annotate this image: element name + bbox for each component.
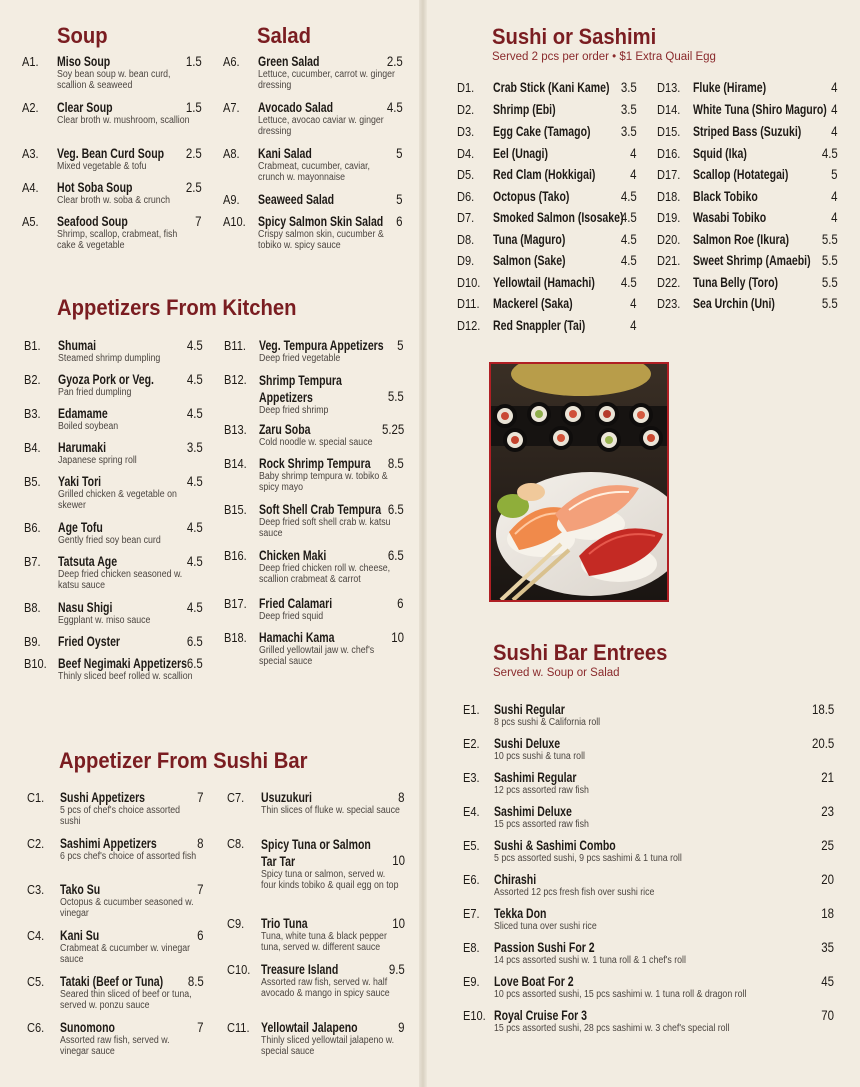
item-description: Assorted 12 pcs fresh fish over sushi rice [494,887,655,898]
item-price: 5.5 [822,275,838,290]
item-name: Shrimp Tempura Appetizers [259,373,342,405]
item-name: Sea Urchin (Uni) [693,296,775,311]
item-price: 23 [821,804,834,819]
item-code: E6. [463,872,480,887]
sushi-sashimi-title: Sushi or Sashimi [492,24,657,49]
item-name: Yellowtail Jalapeno [261,1020,358,1035]
item-description: Assorted raw fish, served w. half avocado & mango in spicy sauce [261,977,390,999]
item-code: E10. [463,1008,486,1023]
item-price: 6 [396,214,403,229]
item-code: A7. [223,100,240,115]
item-price: 4.5 [187,406,203,421]
item-price: 4.5 [621,210,637,225]
item-description: Shrimp, scallop, crabmeat, fish cake & vegetable [57,229,178,251]
item-description: Thinly sliced yellowtail jalapeno w. special sauce [261,1035,395,1057]
item-description: Cold noodle w. special sauce [259,437,373,448]
item-price: 4.5 [621,275,637,290]
item-price: 5 [831,167,838,182]
item-description: Thinly sliced beef rolled w. scallion [58,671,193,682]
item-price: 2.5 [186,180,202,195]
item-description: Grilled chicken & vegetable on skewer [58,489,177,511]
item-code: D5. [457,167,475,182]
item-price: 4.5 [187,372,203,387]
item-name: Miso Soup [57,54,111,69]
item-name: Seaweed Salad [258,192,335,207]
item-name: Tuna Belly (Toro) [693,275,779,290]
item-description: Deep fried squid [259,611,324,622]
item-description: Deep fried soft shell crab w. katsu sauce [259,517,391,539]
item-name: Love Boat For 2 [494,974,574,989]
item-name: Yellowtail (Hamachi) [493,275,595,290]
item-price: 35 [821,940,834,955]
item-description: Baby shrimp tempura w. tobiko & spicy mayo [259,471,388,493]
item-code: E2. [463,736,480,751]
item-price: 70 [821,1008,834,1023]
item-code: C7. [227,790,245,805]
item-code: C4. [27,928,45,943]
item-name: Zaru Soba [259,422,311,437]
item-description: Deep fried chicken seasoned w. katsu sauce [58,569,183,591]
item-name: Shumai [58,338,97,353]
item-price: 4 [630,167,637,182]
item-description: 10 pcs assorted sushi, 15 pcs sashimi w. 1 tuna roll & dragon roll [494,989,747,1000]
item-price: 7 [197,882,204,897]
item-name: White Tuna (Shiro Maguro) [693,102,827,117]
item-code: C2. [27,836,45,851]
item-code: B4. [24,440,41,455]
item-code: A5. [22,214,39,229]
item-description: 10 pcs sushi & tuna roll [494,751,585,762]
item-price: 6.5 [388,502,404,517]
item-description: Tuna, white tuna & black pepper tuna, served w. different sauce [261,931,387,953]
kitchen-title: Appetizers From Kitchen [57,295,297,320]
salad-title: Salad [257,23,312,48]
item-price: 5 [397,338,404,353]
item-price: 6.5 [187,656,203,671]
item-code: D19. [657,210,681,225]
item-code: B13. [224,422,247,437]
item-description: Crispy salmon skin, cucumber & tobiko w. spicy sauce [258,229,384,251]
item-name: Wasabi Tobiko [693,210,767,225]
item-name: Veg. Tempura Appetizers [259,338,384,353]
item-price: 7 [197,1020,204,1035]
item-price: 10 [392,916,405,931]
item-code: D9. [457,253,475,268]
item-price: 25 [821,838,834,853]
item-code: B15. [224,502,247,517]
item-price: 4 [630,146,637,161]
item-code: E3. [463,770,480,785]
item-code: D14. [657,102,681,117]
item-price: 8 [197,836,204,851]
item-description: Octopus & cucumber seasoned w. vinegar [60,897,194,919]
item-name: Treasure Island [261,962,339,977]
item-name: Sashimi Deluxe [494,804,572,819]
item-code: A9. [223,192,240,207]
item-name: Soft Shell Crab Tempura [259,502,382,517]
item-name: Avocado Salad [258,100,334,115]
item-price: 4 [831,80,838,95]
item-description: Sliced tuna over sushi rice [494,921,597,932]
item-code: A8. [223,146,240,161]
item-name: Gyoza Pork or Veg. [58,372,154,387]
item-description: Crabmeat, cucumber, caviar, crunch w. mayonnaise [258,161,371,183]
item-code: B18. [224,630,247,645]
item-price: 4.5 [187,338,203,353]
item-name: Age Tofu [58,520,103,535]
item-price: 3.5 [621,102,637,117]
item-name: Sushi Deluxe [494,736,561,751]
item-code: D10. [457,275,481,290]
item-name: Octopus (Tako) [493,189,570,204]
item-code: D18. [657,189,681,204]
item-price: 4.5 [621,189,637,204]
item-name: Fluke (Hirame) [693,80,767,95]
item-price: 45 [821,974,834,989]
item-price: 7 [197,790,204,805]
item-description: Clear broth w. soba & crunch [57,195,170,206]
page-fold [419,0,427,1087]
item-name: Sunomono [60,1020,115,1035]
item-name: Royal Cruise For 3 [494,1008,588,1023]
item-code: D3. [457,124,475,139]
item-code: C10. [227,962,251,977]
item-code: D2. [457,102,475,117]
item-code: B8. [24,600,41,615]
item-code: B2. [24,372,41,387]
item-price: 4 [630,296,637,311]
item-code: B1. [24,338,41,353]
item-name: Crab Stick (Kani Kame) [493,80,610,95]
item-description: 8 pcs sushi & California roll [494,717,601,728]
item-name: Edamame [58,406,108,421]
item-code: D16. [657,146,681,161]
item-name: Sashimi Regular [494,770,577,785]
item-description: Pan fried dumpling [58,387,132,398]
item-code: C6. [27,1020,45,1035]
item-price: 8.5 [388,456,404,471]
item-name: Mackerel (Saka) [493,296,573,311]
item-code: C3. [27,882,45,897]
item-name: Spicy Tuna or Salmon Tar Tar [261,837,371,869]
item-price: 4.5 [187,474,203,489]
item-code: C8. [227,836,245,851]
item-description: 14 pcs assorted sushi w. 1 tuna roll & 1 chef's roll [494,955,686,966]
sushi-photo [489,362,669,602]
item-description: 15 pcs assorted raw fish [494,819,589,830]
item-code: E4. [463,804,480,819]
item-description: Steamed shrimp dumpling [58,353,161,364]
soup-title: Soup [57,23,108,48]
item-name: Tekka Don [494,906,547,921]
item-code: A10. [223,214,246,229]
item-name: Rock Shrimp Tempura [259,456,371,471]
item-code: A4. [22,180,39,195]
sushi-sashimi-subtitle: Served 2 pcs per order • $1 Extra Quail Egg [492,51,716,63]
item-price: 18.5 [811,702,834,717]
item-code: B17. [224,596,247,611]
item-code: D17. [657,167,681,182]
item-name: Yaki Tori [58,474,102,489]
item-price: 3.5 [187,440,203,455]
entrees-title: Sushi Bar Entrees [493,640,668,665]
item-code: D7. [457,210,475,225]
item-code: B16. [224,548,247,563]
item-price: 6.5 [187,634,203,649]
item-code: A3. [22,146,39,161]
item-description: Gently fried soy bean curd [58,535,161,546]
item-description: Spicy tuna or salmon, served w. four kinds tobiko & quail egg on top [261,869,399,891]
item-code: E7. [463,906,480,921]
item-name: Harumaki [58,440,106,455]
item-code: D23. [657,296,681,311]
item-code: C5. [27,974,45,989]
item-price: 4.5 [621,253,637,268]
item-code: B10. [24,656,47,671]
item-code: A6. [223,54,240,69]
item-price: 5.25 [381,422,404,437]
item-price: 4 [831,124,838,139]
item-price: 10 [392,853,405,868]
item-price: 8.5 [188,974,204,989]
item-code: D1. [457,80,475,95]
item-price: 20.5 [811,736,834,751]
item-name: Kani Salad [258,146,312,161]
item-price: 4 [831,189,838,204]
item-code: D21. [657,253,681,268]
item-description: Soy bean soup w. bean curd, scallion & seaweed [57,69,171,91]
item-name: Squid (Ika) [693,146,747,161]
item-name: Tako Su [60,882,101,897]
item-name: Kani Su [60,928,100,943]
soup-section-heading [57,23,112,49]
item-name: Spicy Salmon Skin Salad [258,214,384,229]
item-name: Black Tobiko [693,189,758,204]
item-code: B5. [24,474,41,489]
item-price: 8 [398,790,405,805]
item-code: E9. [463,974,480,989]
item-description: Eggplant w. miso sauce [58,615,151,626]
item-description: Clear broth w. mushroom, scallion [57,115,190,126]
item-price: 4.5 [822,146,838,161]
item-price: 9 [398,1020,405,1035]
item-code: D22. [657,275,681,290]
item-price: 5 [396,192,403,207]
salad-section-heading [257,23,316,49]
item-price: 2.5 [387,54,403,69]
item-price: 2.5 [186,146,202,161]
item-name: Trio Tuna [261,916,308,931]
item-price: 3.5 [621,80,637,95]
item-code: E1. [463,702,480,717]
item-description: 6 pcs chef's choice of assorted fish [60,851,197,862]
item-price: 4.5 [387,100,403,115]
item-name: Sushi Regular [494,702,565,717]
item-code: E8. [463,940,480,955]
item-description: 12 pcs assorted raw fish [494,785,589,796]
entrees-subtitle: Served w. Soup or Salad [493,667,620,679]
item-description: Mixed vegetable & tofu [57,161,147,172]
item-name: Red Clam (Hokkigai) [493,167,596,182]
item-name: Usuzukuri [261,790,312,805]
item-description: Japanese spring roll [58,455,137,466]
item-code: D15. [657,124,681,139]
item-code: B14. [224,456,247,471]
item-description: Lettuce, cucumber, carrot w. ginger dressing [258,69,395,91]
item-name: Seafood Soup [57,214,128,229]
item-price: 6 [397,596,404,611]
item-price: 3.5 [621,124,637,139]
item-code: B3. [24,406,41,421]
item-name: Fried Calamari [259,596,333,611]
item-name: Sushi Appetizers [60,790,146,805]
item-name: Salmon (Sake) [493,253,566,268]
item-name: Sashimi Appetizers [60,836,157,851]
item-description: Crabmeat & cucumber w. vinegar sauce [60,943,191,965]
sushibar-appetizer-title: Appetizer From Sushi Bar [59,748,308,773]
item-name: Green Salad [258,54,320,69]
item-price: 4 [831,210,838,225]
item-code: D12. [457,318,481,333]
sushibar-appetizer-heading [59,748,329,774]
item-name: Clear Soup [57,100,113,115]
item-description: Thin slices of fluke w. special sauce [261,805,400,816]
item-price: 4.5 [621,232,637,247]
entrees-heading [493,640,683,680]
item-price: 7 [195,214,202,229]
item-code: C9. [227,916,245,931]
item-name: Hot Soba Soup [57,180,133,195]
item-name: Shrimp (Ebi) [493,102,556,117]
item-price: 18 [821,906,834,921]
item-price: 4 [630,318,637,333]
item-description: Grilled yellowtail jaw w. chef's special sauce [259,645,375,667]
item-name: Red Snappler (Tai) [493,318,586,333]
item-price: 6 [197,928,204,943]
sushi-sashimi-heading [492,24,716,64]
item-code: B12. [224,372,247,387]
item-name: Salmon Roe (Ikura) [693,232,789,247]
item-code: C1. [27,790,45,805]
item-name: Chicken Maki [259,548,327,563]
item-description: Lettuce, avocao caviar w. ginger dressing [258,115,384,137]
item-code: D11. [457,296,480,311]
item-code: D8. [457,232,475,247]
item-description: Deep fried chicken roll w. cheese, scallion crabmeat & carrot [259,563,391,585]
item-price: 5.5 [822,253,838,268]
item-description: Assorted raw fish, served w. vinegar sauce [60,1035,170,1057]
item-code: C11. [227,1020,250,1035]
item-description: Boiled soybean [58,421,119,432]
item-name: Nasu Shigi [58,600,113,615]
item-price: 1.5 [186,54,202,69]
item-price: 6.5 [388,548,404,563]
item-description: Deep fried shrimp [259,405,329,416]
item-name: Striped Bass (Suzuki) [693,124,802,139]
item-description: 5 pcs of chef's choice assorted sushi [60,805,181,827]
item-code: D4. [457,146,475,161]
item-name: Chirashi [494,872,537,887]
item-description: Seared thin sliced of beef or tuna, served w. ponzu sauce [60,989,192,1011]
item-price: 5.5 [822,296,838,311]
item-code: A2. [22,100,39,115]
item-code: B7. [24,554,41,569]
item-price: 9.5 [389,962,405,977]
item-name: Sushi & Sashimi Combo [494,838,616,853]
item-price: 1.5 [186,100,202,115]
item-name: Scallop (Hotategai) [693,167,789,182]
item-price: 4 [831,102,838,117]
item-price: 5.5 [822,232,838,247]
item-code: B9. [24,634,41,649]
item-code: D6. [457,189,475,204]
item-name: Hamachi Kama [259,630,335,645]
item-name: Tataki (Beef or Tuna) [60,974,164,989]
item-code: A1. [22,54,39,69]
item-name: Eel (Unagi) [493,146,549,161]
item-code: B11. [224,338,246,353]
item-name: Tatsuta Age [58,554,118,569]
item-code: D20. [657,232,681,247]
item-price: 5 [396,146,403,161]
item-description: 15 pcs assorted sushi, 28 pcs sashimi w. 3 chef's special roll [494,1023,730,1034]
item-price: 5.5 [388,389,404,404]
item-name: Fried Oyster [58,634,121,649]
item-name: Passion Sushi For 2 [494,940,595,955]
item-name: Tuna (Maguro) [493,232,566,247]
item-price: 10 [391,630,404,645]
kitchen-section-heading [57,295,317,321]
item-price: 21 [821,770,834,785]
item-price: 4.5 [187,600,203,615]
item-description: Deep fried vegetable [259,353,341,364]
item-code: B6. [24,520,41,535]
item-code: E5. [463,838,480,853]
item-name: Smoked Salmon (Isosake) [493,210,624,225]
item-name: Sweet Shrimp (Amaebi) [693,253,811,268]
item-price: 4.5 [187,554,203,569]
item-name: Beef Negimaki Appetizers [58,656,187,671]
item-price: 20 [821,872,834,887]
item-price: 4.5 [187,520,203,535]
item-description: 5 pcs assorted sushi, 9 pcs sashimi & 1 tuna roll [494,853,682,864]
item-name: Veg. Bean Curd Soup [57,146,165,161]
item-name: Egg Cake (Tamago) [493,124,591,139]
item-code: D13. [657,80,681,95]
